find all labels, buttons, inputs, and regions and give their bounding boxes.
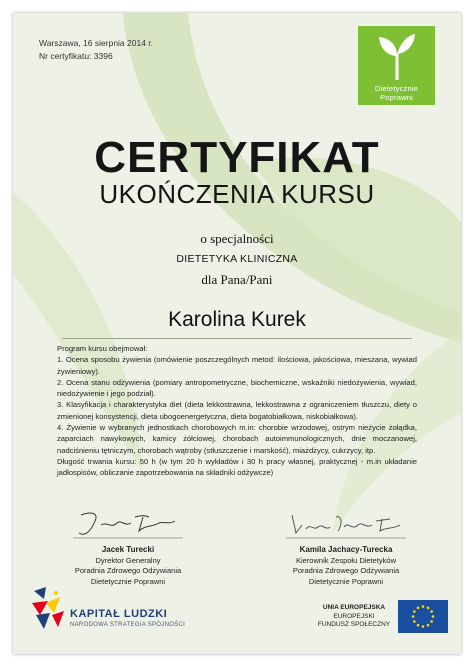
program-item: 4. Żywienie w wybranych jednostkach chorobowych m.in: chorobie wrzodowej, ostrym nieżycie żołądka, zaparciach nawykowych, kamicy żółciowej, chorobach autoimmunologicznych, dnie moczanowej, nadciśnieniu tętniczym, chorobach wątroby (stłuszczenie i marskość), miażdżycy, cukrzycy, itp. (57, 423, 417, 455)
handwritten-signature-right (286, 507, 406, 541)
kapital-ludzki-title: KAPITAŁ LUDZKI (70, 608, 168, 620)
signer-org-left-1: Poradnia Zdrowego Odżywiania (74, 566, 182, 575)
eu-star (422, 605, 425, 608)
specialty-name: DIETETYKA KLINICZNA (176, 253, 298, 265)
signature-block-left (43, 507, 213, 587)
signer-role-left: Dyrektor Generalny (95, 555, 161, 565)
handwritten-signature-left (73, 507, 183, 541)
sprout-icon (378, 32, 416, 82)
eu-star (422, 625, 425, 628)
kapital-ludzki-subtitle: NARODOWA STRATEGIA SPÓJNOŚCI (70, 622, 186, 628)
eu-line-2: EUROPEJSKI (333, 612, 375, 620)
signer-org-right-2: Dietetycznie Poprawni (308, 576, 384, 586)
recipient-intro: dla Pana/Pani (201, 272, 273, 287)
recipient-name: Karolina Kurek (168, 308, 306, 331)
eu-star (413, 610, 416, 613)
program-item: 2. Ocena stanu odżywienia (pomiary antropometryczne, biochemiczne, wskaźniki niedożywienia, wywiad, niedożywienie i jego podział). (57, 377, 417, 399)
logo-line-2: Poprawni (380, 93, 413, 102)
program-section (57, 343, 417, 479)
program-heading: Program kursu obejmował: (57, 344, 148, 353)
signer-org-right-1: Poradnia Zdrowego Odżywiania (292, 566, 400, 575)
eu-star (417, 607, 420, 610)
program-item: 3. Klasyfikacja i charakterystyka diet (dieta lekkostrawna, lekkostrawna z ograniczeniem tłuszczu, diety o zmienionej konsystencji, dieta ubogoenergetyczna, dieta bogatobiałkowa, niskobiałkowa). (57, 400, 417, 421)
dietetycznie-poprawni-logo (358, 26, 435, 105)
signer-org-left-2: Dietetycznie Poprawni (90, 576, 166, 586)
eu-star (412, 615, 415, 618)
eu-star (417, 624, 420, 627)
logo-line-1: Dietetycznie (374, 84, 419, 93)
specialty-intro: o specjalności (200, 231, 274, 246)
eu-star (430, 610, 433, 613)
kapital-ludzki-logo (28, 585, 228, 635)
certificate-meta (39, 37, 153, 63)
certificate-title: CERTYFIKAT (94, 133, 380, 182)
signer-role-right: Kierownik Zespołu Dietetyków (295, 555, 397, 565)
eu-star (432, 615, 435, 618)
eu-star (427, 607, 430, 610)
signature-block-right (261, 507, 431, 587)
eu-label (309, 604, 399, 630)
kapital-ludzki-star-icon (28, 585, 70, 633)
certificate-page (13, 13, 461, 654)
eu-line-1: UNIA EUROPEJSKA (322, 604, 386, 611)
eu-star (427, 624, 430, 627)
eu-star (430, 620, 433, 623)
place-date: Warszawa, 16 sierpnia 2014 r. (39, 38, 154, 48)
program-item: 1. Ocena sposobu żywienia (omówienie poszczególnych metod: ilościowa, jakościowa, mieszana, wywiad żywieniowy). (57, 355, 417, 376)
program-duration: Długość trwania kursu: 50 h (w tym 20 h wykładów i 30 h pracy własnej, praktycznej - m.in układanie jadłospisów, obliczanie zapotrzebowania na składniki odżywcze) (57, 456, 417, 478)
signer-name-right: Kamila Jachacy-Turecka (299, 545, 393, 554)
eu-line-3: FUNDUSZ SPOŁECZNY (317, 621, 391, 628)
signer-name-left: Jacek Turecki (101, 545, 155, 554)
eu-flag-icon (398, 600, 448, 633)
eu-star (413, 620, 416, 623)
divider (62, 338, 412, 339)
certificate-subtitle: UKOŃCZENIA KURSU (99, 179, 375, 209)
certificate-number: Nr certyfikatu: 3396 (39, 51, 113, 61)
